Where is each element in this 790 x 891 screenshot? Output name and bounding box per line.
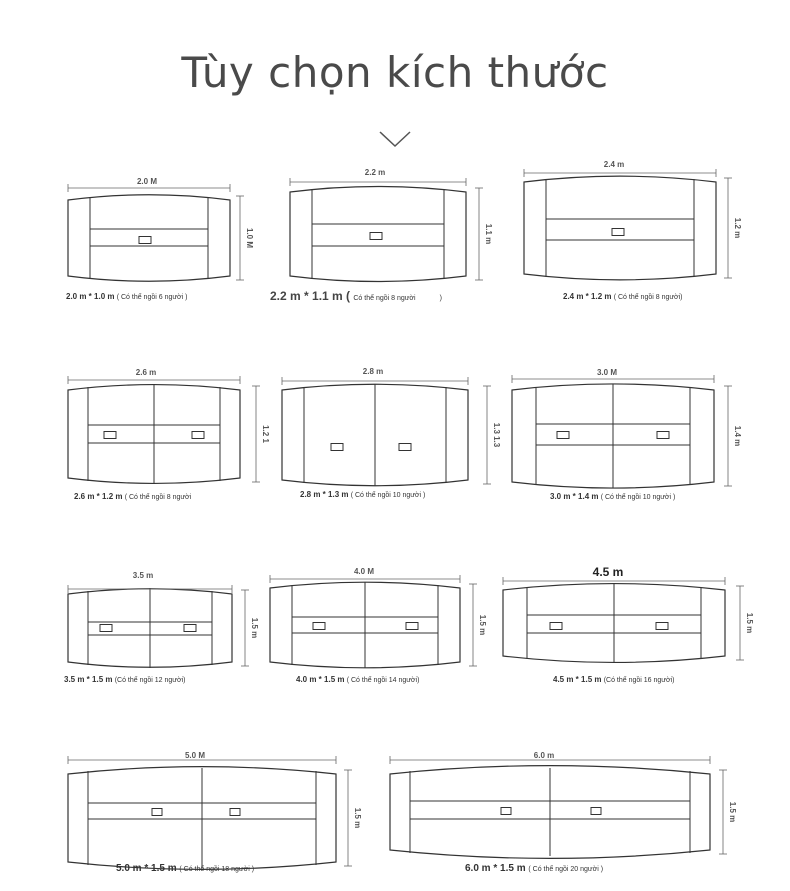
height-label: 1.2 1 (261, 425, 270, 443)
seating-note: ( Có thể ngồi 10 người ) (350, 492, 426, 499)
height-label: 1.5 m (478, 614, 487, 636)
height-label: 1.4 m (733, 425, 742, 447)
power-outlet-box (550, 623, 562, 630)
height-label: 1.3 1.3 (492, 422, 501, 448)
table-option (503, 565, 754, 684)
size-caption: 2.2 m * 1.1 m ( Có thể ngồi 8 người ) (270, 289, 442, 303)
power-outlet-box (184, 625, 196, 632)
power-outlet-box (331, 444, 343, 451)
width-label: 3.5 m (132, 571, 154, 580)
width-label: 6.0 m (533, 751, 555, 760)
seating-note: ( Có thể ngồi 18 người ) (179, 866, 255, 873)
power-outlet-box (557, 432, 569, 439)
table-option (390, 751, 737, 874)
table-option (282, 367, 501, 499)
power-outlet-box (139, 237, 151, 244)
size-caption: 5.0 m * 1.5 m ( Có thể ngồi 18 người ) (116, 863, 255, 874)
seating-note: ( Có thể ngồi 10 người ) (600, 494, 676, 501)
width-label: 2.8 m (362, 367, 384, 376)
width-label: 2.0 M (136, 177, 158, 186)
table-option (270, 168, 493, 303)
power-outlet-box (591, 808, 601, 815)
size-caption: 2.8 m * 1.3 m ( Có thể ngồi 10 người ) (300, 490, 426, 499)
height-label: 1.0 M (245, 227, 254, 249)
power-outlet-box (406, 623, 418, 630)
power-outlet-box (399, 444, 411, 451)
power-outlet-box (656, 623, 668, 630)
width-label: 2.2 m (364, 168, 386, 177)
seating-note: ( Có thể ngồi 20 người ) (528, 866, 604, 873)
width-label: 4.5 m (592, 565, 624, 579)
table-option (64, 571, 259, 684)
power-outlet-box (192, 432, 204, 439)
table-option (66, 177, 254, 301)
page-title: Tùy chọn kích thước (181, 48, 609, 97)
height-label: 1.5 m (745, 612, 754, 634)
size-caption: 4.5 m * 1.5 m (Có thể ngồi 16 người) (553, 675, 675, 684)
width-label: 2.6 m (135, 368, 157, 377)
size-caption: 2.0 m * 1.0 m ( Có thể ngồi 6 người ) (66, 292, 188, 301)
table-option (270, 567, 487, 684)
width-label: 3.0 M (596, 368, 618, 377)
seating-note: ( Có thể ngồi 14 người) (346, 677, 420, 684)
power-outlet-box (152, 809, 162, 816)
power-outlet-box (104, 432, 116, 439)
table-option (68, 751, 362, 874)
seating-note: (Có thể ngồi 16 người) (603, 677, 675, 684)
power-outlet-box (657, 432, 669, 439)
power-outlet-box (612, 229, 624, 236)
power-outlet-box (100, 625, 112, 632)
power-outlet-box (501, 808, 511, 815)
height-label: 1.5 m (353, 807, 362, 829)
power-outlet-box (370, 233, 382, 240)
size-caption: 3.5 m * 1.5 m (Có thể ngồi 12 người) (64, 675, 186, 684)
size-caption: 4.0 m * 1.5 m ( Có thể ngồi 14 người) (296, 675, 420, 684)
power-outlet-box (313, 623, 325, 630)
height-label: 1.5 m (250, 617, 259, 639)
size-caption: 6.0 m * 1.5 m ( Có thể ngồi 20 người ) (465, 863, 604, 874)
seating-note: Có thể ngồi 8 người (353, 295, 416, 302)
width-label: 4.0 M (353, 567, 375, 576)
width-label: 2.4 m (603, 160, 625, 169)
size-caption: 3.0 m * 1.4 m ( Có thể ngồi 10 người ) (550, 492, 676, 501)
power-outlet-box (230, 809, 240, 816)
seating-note: ( Có thể ngồi 8 người (124, 494, 192, 501)
height-label: 1.5 m (728, 801, 737, 823)
table-option (68, 368, 270, 501)
table-option (524, 160, 742, 301)
height-label: 1.2 m (733, 217, 742, 239)
width-label: 5.0 M (184, 751, 206, 760)
height-label: 1.1 m (484, 223, 493, 245)
size-caption: 2.4 m * 1.2 m ( Có thể ngồi 8 người) (563, 292, 683, 301)
size-caption: 2.6 m * 1.2 m ( Có thể ngồi 8 người (74, 492, 192, 501)
seating-note: ( Có thể ngồi 8 người) (613, 294, 683, 301)
seating-note: (Có thể ngồi 12 người) (114, 677, 186, 684)
table-option (512, 368, 742, 501)
seating-note: ( Có thể ngồi 6 người ) (116, 294, 188, 301)
